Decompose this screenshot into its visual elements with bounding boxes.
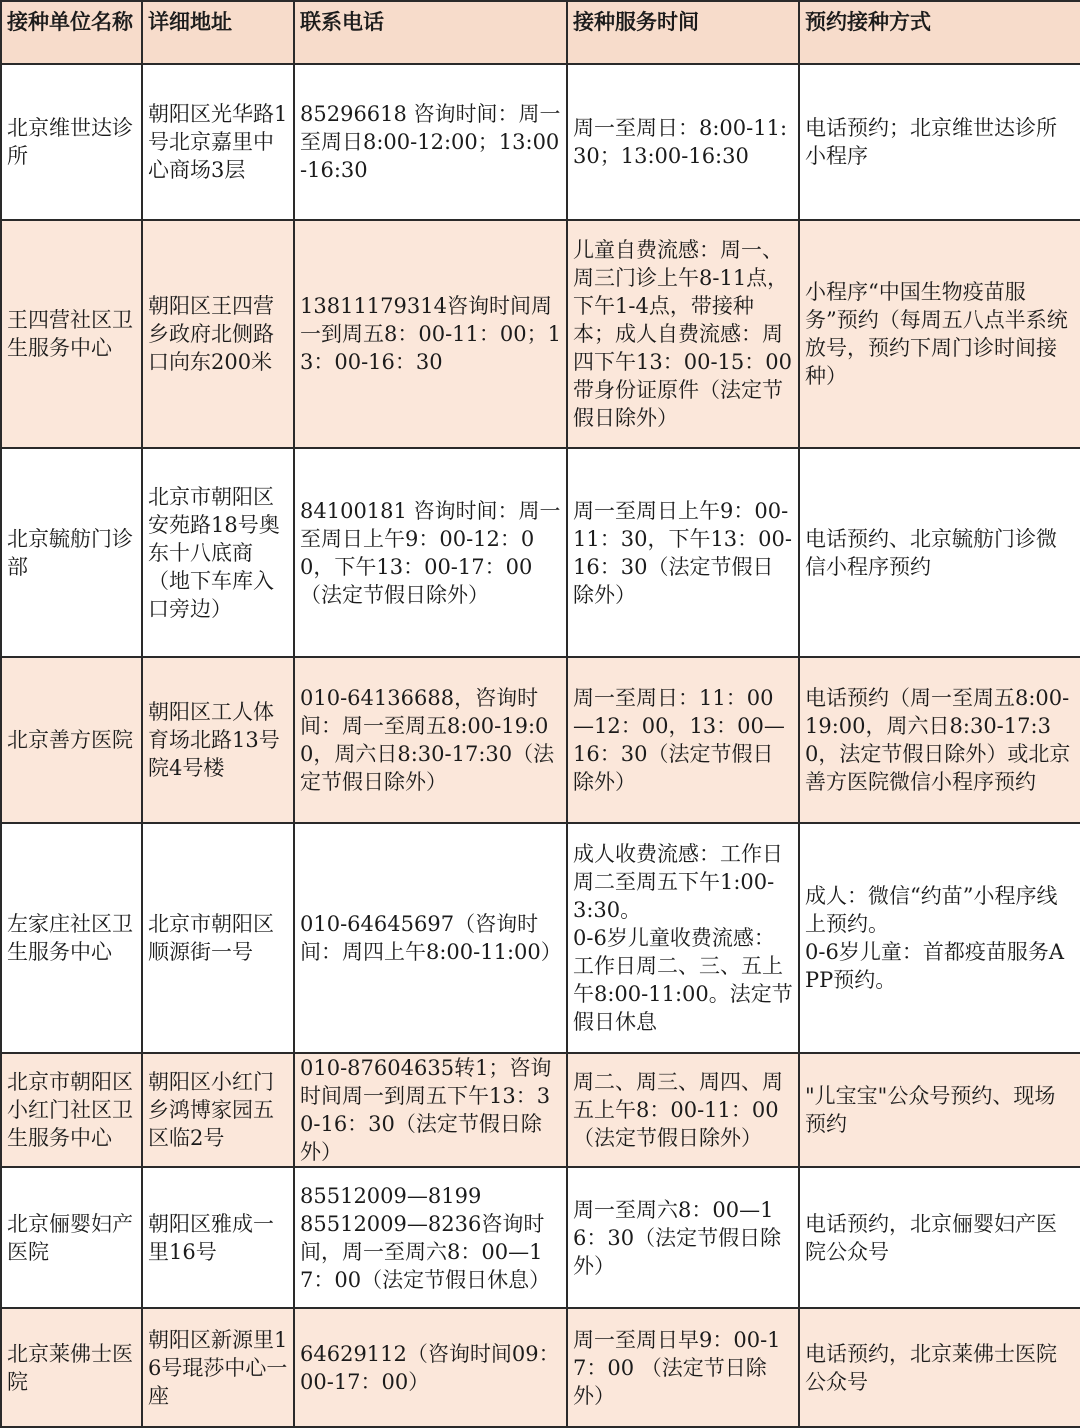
phone-line: 85512009—8199 <box>300 1183 482 1208</box>
table-row <box>1 1053 1080 1167</box>
cell-address: 朝阳区光华路1号北京嘉里中心商场3层 <box>142 64 294 220</box>
cell-phone: 84100181 咨询时间：周一至周日上午9：00-12：00，下午13：00-17：00（法定节假日除外） <box>294 448 567 657</box>
cell-hours <box>567 823 799 1053</box>
cell-address: 朝阳区王四营乡政府北侧路口向东200米 <box>142 220 294 448</box>
table-row <box>1 1308 1080 1427</box>
cell-name: 北京善方医院 <box>1 657 142 823</box>
hours-line: 成人收费流感：工作日周二至周五下午1:00-3:30。 <box>573 842 783 922</box>
cell-name: 左家庄社区卫生服务中心 <box>1 823 142 1053</box>
cell-address: 朝阳区工人体育场北路13号院4号楼 <box>142 657 294 823</box>
phone-line: 85512009—8236咨询时间，周一至周六8：00—17：00（法定节假日休息） <box>300 1211 551 1292</box>
cell-hours: 周一至周日上午9：00-11：30，下午13：00-16：30（法定节假日除外） <box>567 448 799 657</box>
cell-name: 王四营社区卫生服务中心 <box>1 220 142 448</box>
cell-phone: 010-87604635转1；咨询时间周一到周五下午13：30-16：30（法定节假日除外） <box>294 1053 567 1167</box>
cell-phone: 010-64645697（咨询时间：周四上午8:00-11:00） <box>294 823 567 1053</box>
cell-phone: 13811179314咨询时间周一到周五8：00-11：00；13：00-16：30 <box>294 220 567 448</box>
table-row <box>1 448 1080 657</box>
cell-hours: 儿童自费流感：周一、周三门诊上午8-11点，下午1-4点，带接种本；成人自费流感：周四下午13：00-15：00带身份证原件（法定节假日除外） <box>567 220 799 448</box>
cell-hours: 周一至周日：11：00—12：00，13：00—16：30（法定节假日除外） <box>567 657 799 823</box>
cell-hours: 周一至周六8：00—16：30（法定节假日除外） <box>567 1167 799 1308</box>
hours-line: 0-6岁儿童收费流感：工作日周二、三、五上午8:00-11:00。法定节假日休息 <box>573 926 793 1034</box>
cell-name: 北京维世达诊所 <box>1 64 142 220</box>
booking-line: 0-6岁儿童：首都疫苗服务APP预约。 <box>805 940 1064 992</box>
cell-booking: 电话预约、北京毓舫门诊微信小程序预约 <box>799 448 1080 657</box>
cell-booking: 电话预约，北京俪婴妇产医院公众号 <box>799 1167 1080 1308</box>
table-row <box>1 1167 1080 1308</box>
cell-booking: 小程序“中国生物疫苗服务”预约（每周五八点半系统放号，预约下周门诊时间接种） <box>799 220 1080 448</box>
header-name: 接种单位名称 <box>1 1 142 64</box>
header-booking: 预约接种方式 <box>799 1 1080 64</box>
table-row <box>1 64 1080 220</box>
cell-hours: 周一至周日早9：00-17：00 （法定节日除外） <box>567 1308 799 1427</box>
cell-booking: 电话预约；北京维世达诊所小程序 <box>799 64 1080 220</box>
cell-booking <box>799 823 1080 1053</box>
cell-hours: 周一至周日：8:00-11:30；13:00-16:30 <box>567 64 799 220</box>
header-hours: 接种服务时间 <box>567 1 799 64</box>
cell-booking: 电话预约（周一至周五8:00-19:00，周六日8:30-17:30，法定节假日除外）或北京善方医院微信小程序预约 <box>799 657 1080 823</box>
header-row <box>1 1 1080 64</box>
cell-address: 朝阳区雅成一里16号 <box>142 1167 294 1308</box>
cell-phone: 010-64136688，咨询时间：周一至周五8:00-19:00，周六日8:30-17:30（法定节假日除外） <box>294 657 567 823</box>
cell-address: 朝阳区新源里16号琨莎中心一座 <box>142 1308 294 1427</box>
cell-address: 朝阳区小红门乡鸿博家园五区临2号 <box>142 1053 294 1167</box>
cell-address: 北京市朝阳区顺源街一号 <box>142 823 294 1053</box>
cell-booking: 电话预约，北京莱佛士医院公众号 <box>799 1308 1080 1427</box>
cell-address: 北京市朝阳区安苑路18号奥东十八底商（地下车库入口旁边） <box>142 448 294 657</box>
table-row <box>1 823 1080 1053</box>
cell-name: 北京毓舫门诊部 <box>1 448 142 657</box>
table-row <box>1 657 1080 823</box>
cell-name: 北京俪婴妇产医院 <box>1 1167 142 1308</box>
cell-name: 北京市朝阳区小红门社区卫生服务中心 <box>1 1053 142 1167</box>
cell-name: 北京莱佛士医院 <box>1 1308 142 1427</box>
cell-phone <box>294 1167 567 1308</box>
cell-phone: 85296618 咨询时间：周一至周日8:00-12:00；13:00-16:30 <box>294 64 567 220</box>
header-phone: 联系电话 <box>294 1 567 64</box>
booking-line: 成人：微信“约苗”小程序线上预约。 <box>805 884 1058 936</box>
cell-booking: "儿宝宝"公众号预约、现场预约 <box>799 1053 1080 1167</box>
table-row <box>1 220 1080 448</box>
cell-hours: 周二、周三、周四、周五上午8：00-11：00（法定节假日除外） <box>567 1053 799 1167</box>
cell-phone: 64629112（咨询时间09：00-17：00） <box>294 1308 567 1427</box>
header-address: 详细地址 <box>142 1 294 64</box>
